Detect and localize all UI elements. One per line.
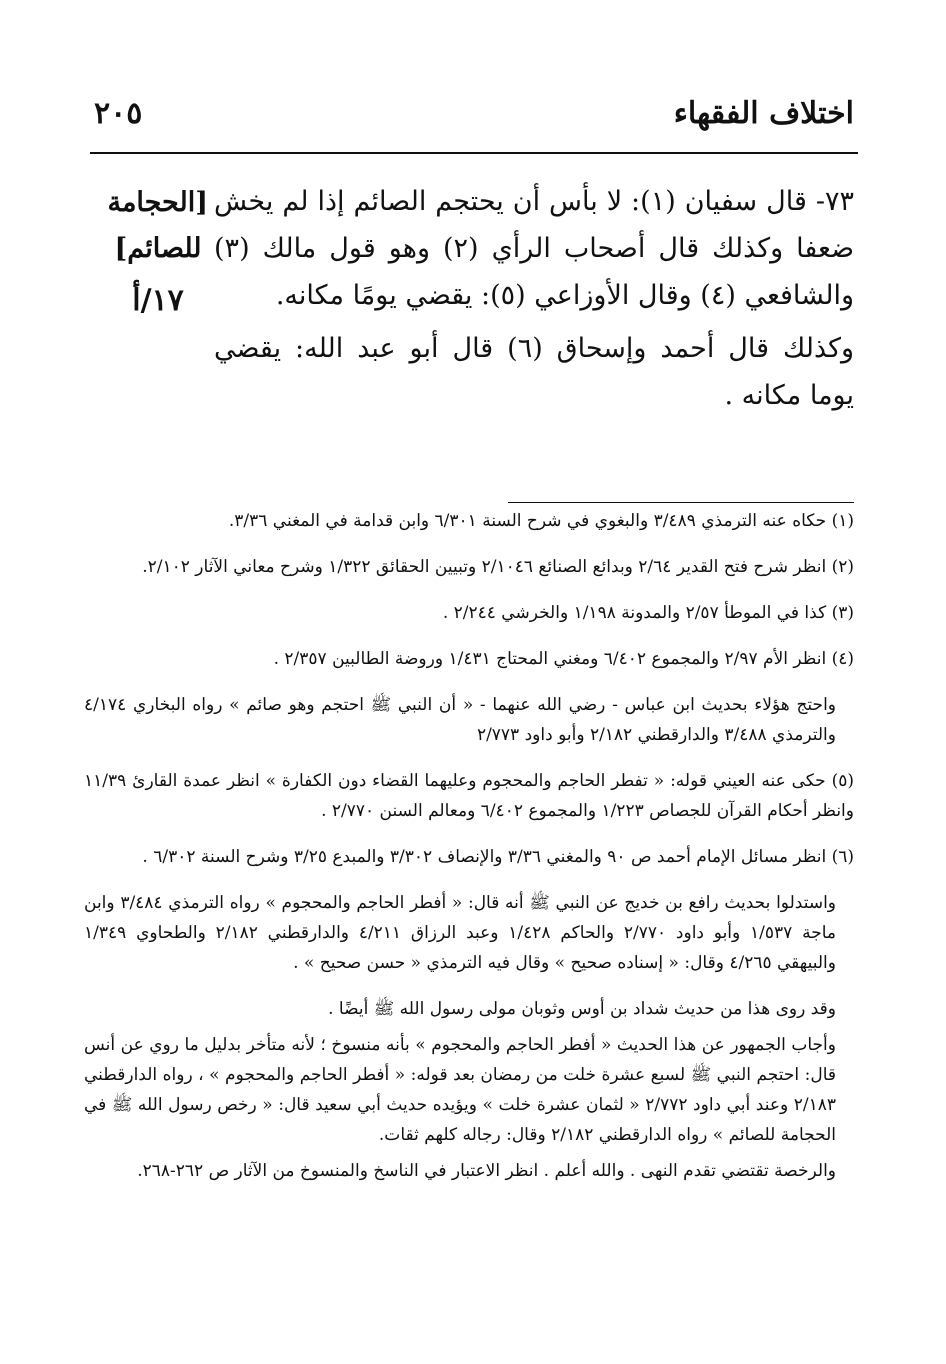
page-number: ٢٠٥ bbox=[94, 96, 143, 131]
footnote-6-continuation-3: وأجاب الجمهور عن هذا الحديث « أفطر الحاجم والمحجوم » بأنه منسوخ ؛ لأنه متأخر بدليل ما روي عن أنس قال: احتجم النبي ﷺ لسبع عشرة خلت من رمضان بعد قوله: « أفطر الحاجم والمحجوم » ، رواه الدارقطني ٢/١٨٣ وعند أبي داود ٢/٧٧٢ « لثمان عشرة خلت » ويؤيده حديث أبي سعيد قال: « رخص رسول الله ﷺ في الحجامة للصائم » رواه الدارقطني ٢/١٨٢ وقال: رجاله كلهم ثقات. bbox=[84, 1035, 837, 1145]
footnotes bbox=[84, 506, 854, 1186]
margin-note bbox=[108, 180, 208, 324]
footnote-6-continuation-1: واستدلوا بحديث رافع بن خديج عن النبي ﷺ أنه قال: « أفطر الحاجم والمحجوم » رواه الترمذي ٣/٤٨٤ وابن ماجة ١/٥٣٧ وأبو داود ٢/٧٧٠ والحاكم ١/٤٢٨ وعبد الرزاق ٤/٢١١ والدارقطني ٢/١٨٢ والطحاوي ١/٣٤٩ والبيهقي ٤/٢٦٥ وقال: « إسناده صحيح » وقال فيه الترمذي « حسن صحيح » . bbox=[84, 893, 837, 973]
footnote-6-continuation-4: والرخصة تقتضي تقدم النهى . والله أعلم . انظر الاعتبار في الناسخ والمنسوخ من الآثار ص ٢٦٢-٢٦٨. bbox=[137, 1161, 836, 1181]
header-rule bbox=[90, 152, 858, 154]
margin-topic-note: [الحجامة للصائم] bbox=[107, 187, 208, 264]
footnote-2: (٢) انظر شرح فتح القدير ٢/٦٤ وبدائع الصنائع ٢/١٠٤٦ وتبيين الحقائق ١/٣٢٢ وشرح معاني الآثار ٢/١٠٢. bbox=[142, 557, 854, 577]
footnote-separator bbox=[508, 502, 854, 503]
main-text bbox=[214, 178, 854, 425]
running-title: اختلاف الفقهاء bbox=[673, 96, 854, 131]
footnote-4: (٤) انظر الأم ٢/٩٧ والمجموع ٦/٤٠٢ ومغني المحتاج ١/٤٣١ وروضة الطالبين ٢/٣٥٧ . bbox=[273, 649, 854, 669]
footnote-3: (٣) كذا في الموطأ ٢/٥٧ والمدونة ١/١٩٨ والخرشي ٢/٢٤٤ . bbox=[442, 603, 854, 623]
main-paragraph-2: وكذلك قال أحمد وإسحاق (٦) قال أبو عبد الله: يقضي يوما مكانه . bbox=[214, 333, 855, 411]
footnote-5: (٥) حكى عنه العيني قوله: « تفطر الحاجم والمحجوم وعليهما القضاء دون الكفارة » انظر عمدة القارئ ١١/٣٩ وانظر أحكام القرآن للجصاص ١/٢٢٣ والمجموع ٦/٤٠٢ ومعالم السنن ٢/٧٧٠ . bbox=[84, 771, 854, 821]
footnote-1: (١) حكاه عنه الترمذي ٣/٤٨٩ والبغوي في شرح السنة ٦/٣٠١ وابن قدامة في المغني ٣/٣٦. bbox=[228, 511, 854, 531]
footnote-6-continuation-2: وقد روى هذا من حديث شداد بن أوس وثوبان مولى رسول الله ﷺ أيضًا . bbox=[328, 999, 836, 1019]
margin-folio: ١٧/أ bbox=[132, 283, 184, 318]
main-paragraph-1: ٧٣- قال سفيان (١): لا بأس أن يحتجم الصائم إذا لم يخش ضعفا وكذلك قال أصحاب الرأي (٢) وهو قول مالك (٣) والشافعي (٤) وقال الأوزاعي (٥): يقضي يومًا مكانه. bbox=[214, 186, 855, 311]
footnote-4-continuation: واحتج هؤلاء بحديث ابن عباس - رضي الله عنهما - « أن النبي ﷺ احتجم وهو صائم » رواه البخاري ٤/١٧٤ والترمذي ٣/٤٨٨ والدارقطني ٢/١٨٢ وأبو داود ٢/٧٧٣ bbox=[84, 695, 836, 745]
footnote-6: (٦) انظر مسائل الإمام أحمد ص ٩٠ والمغني ٣/٣٦ والإنصاف ٣/٣٠٢ والمبدع ٣/٢٥ وشرح السنة ٦/٣٠٢ . bbox=[142, 847, 854, 867]
